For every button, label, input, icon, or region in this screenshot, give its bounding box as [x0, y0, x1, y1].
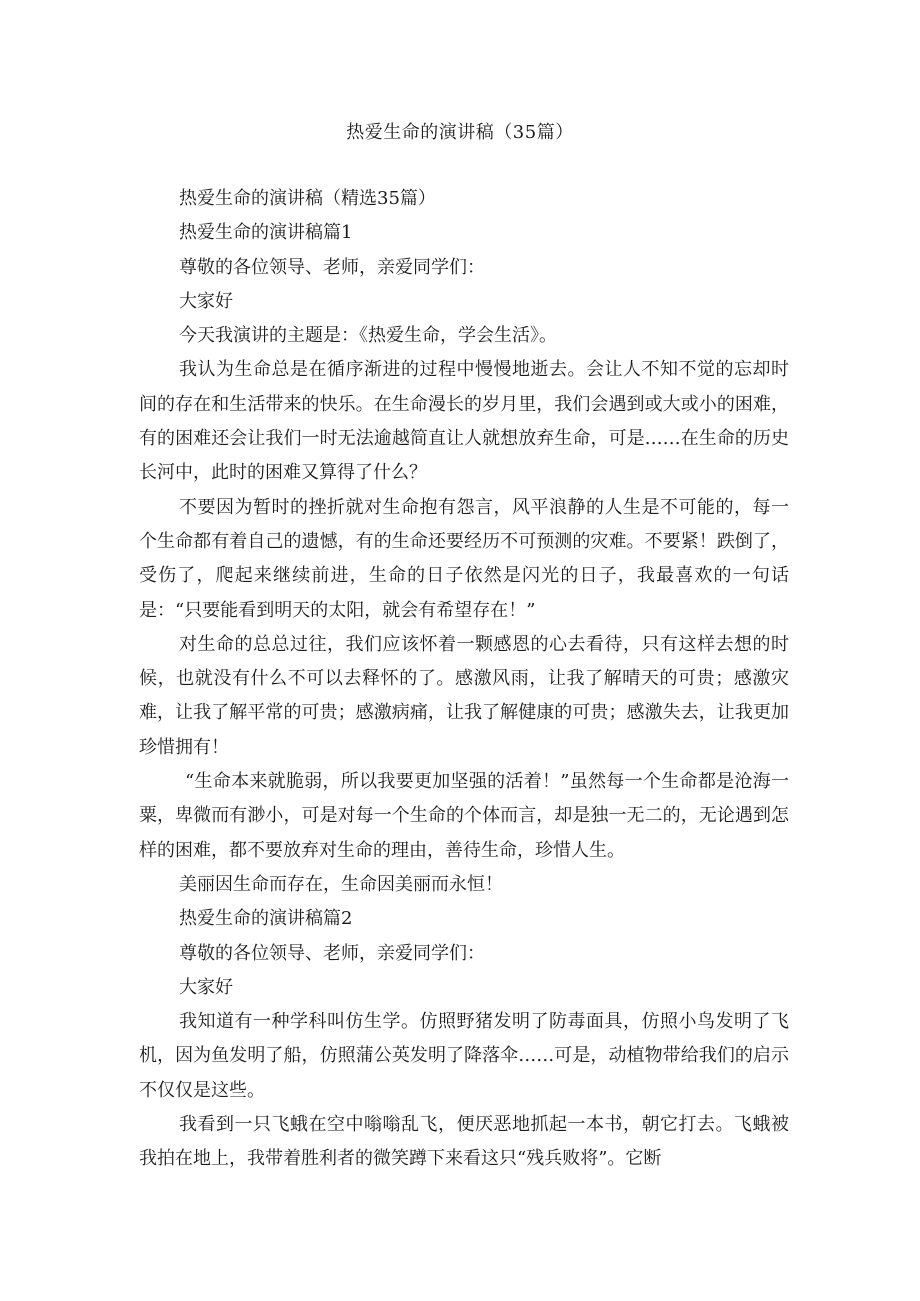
body-paragraph: 今天我演讲的主题是：《热爱生命，学会生活》。: [179, 325, 557, 347]
document-title: 热爱生命的演讲稿（35篇）: [346, 122, 574, 143]
body-paragraph: 我知道有一种学科叫仿生学。仿照野猪发明了防毒面具，仿照小鸟发明了飞机，因为鱼发明了船，仿照蒲公英发明了降落伞……可是，动植物带给我们的启示不仅仅是这些。: [139, 1011, 789, 1101]
salutation-paragraph: 尊敬的各位领导、老师，亲爱同学们：: [179, 256, 485, 278]
section-heading-1: 热爱生命的演讲稿篇1: [179, 222, 353, 244]
body-paragraph: “生命本来就脆弱，所以我要更加坚强的活着！”虽然每一个生命都是沧海一粟，卑微而有渺小，可是对每一个生命的个体而言，却是独一无二的，无论遇到怎样的困难，都不要放弃对生命的理由，善待生命，珍惜人生。: [139, 771, 789, 861]
body-paragraph: 美丽因生命而存在，生命因美丽而永恒！: [179, 873, 503, 895]
section-heading-2: 热爱生命的演讲稿篇2: [179, 908, 353, 930]
greeting-paragraph: 大家好: [179, 290, 233, 312]
subtitle-paragraph: 热爱生命的演讲稿（精选35篇）: [179, 188, 436, 209]
body-paragraph: 我认为生命总是在循序渐进的过程中慢慢地逝去。会让人不知不觉的忘却时间的存在和生活带来的快乐。在生命漫长的岁月里，我们会遇到或大或小的困难，有的困难还会让我们一时无法逾越简直让人就想放弃生命，可是……在生命的历史长河中，此时的困难又算得了什么？: [139, 359, 789, 484]
body-paragraph: 不要因为暂时的挫折就对生命抱有怨言，风平浪静的人生是不可能的，每一个生命都有着自己的遗憾，有的生命还要经历不可预测的灾难。不要紧！跌倒了，受伤了，爬起来继续前进，生命的日子依然是闪光的日子，我最喜欢的一句话是：“只要能看到明天的太阳，就会有希望存在！”: [139, 496, 789, 621]
body-paragraph: 我看到一只飞蛾在空中嗡嗡乱飞，便厌恶地抓起一本书，朝它打去。飞蛾被我拍在地上，我带着胜利者的微笑蹲下来看这只“残兵败将”。它断: [139, 1114, 789, 1170]
greeting-paragraph: 大家好: [179, 976, 233, 998]
salutation-paragraph: 尊敬的各位领导、老师，亲爱同学们：: [179, 942, 485, 964]
document-body: [139, 182, 789, 1177]
body-paragraph: 对生命的总总过往，我们应该怀着一颗感恩的心去看待，只有这样去想的时候，也就没有什么不可以去释怀的了。感激风雨，让我了解晴天的可贵；感激灾难，让我了解平常的可贵；感激病痛，让我了解健康的可贵；感激失去，让我更加珍惜拥有！: [139, 633, 789, 758]
